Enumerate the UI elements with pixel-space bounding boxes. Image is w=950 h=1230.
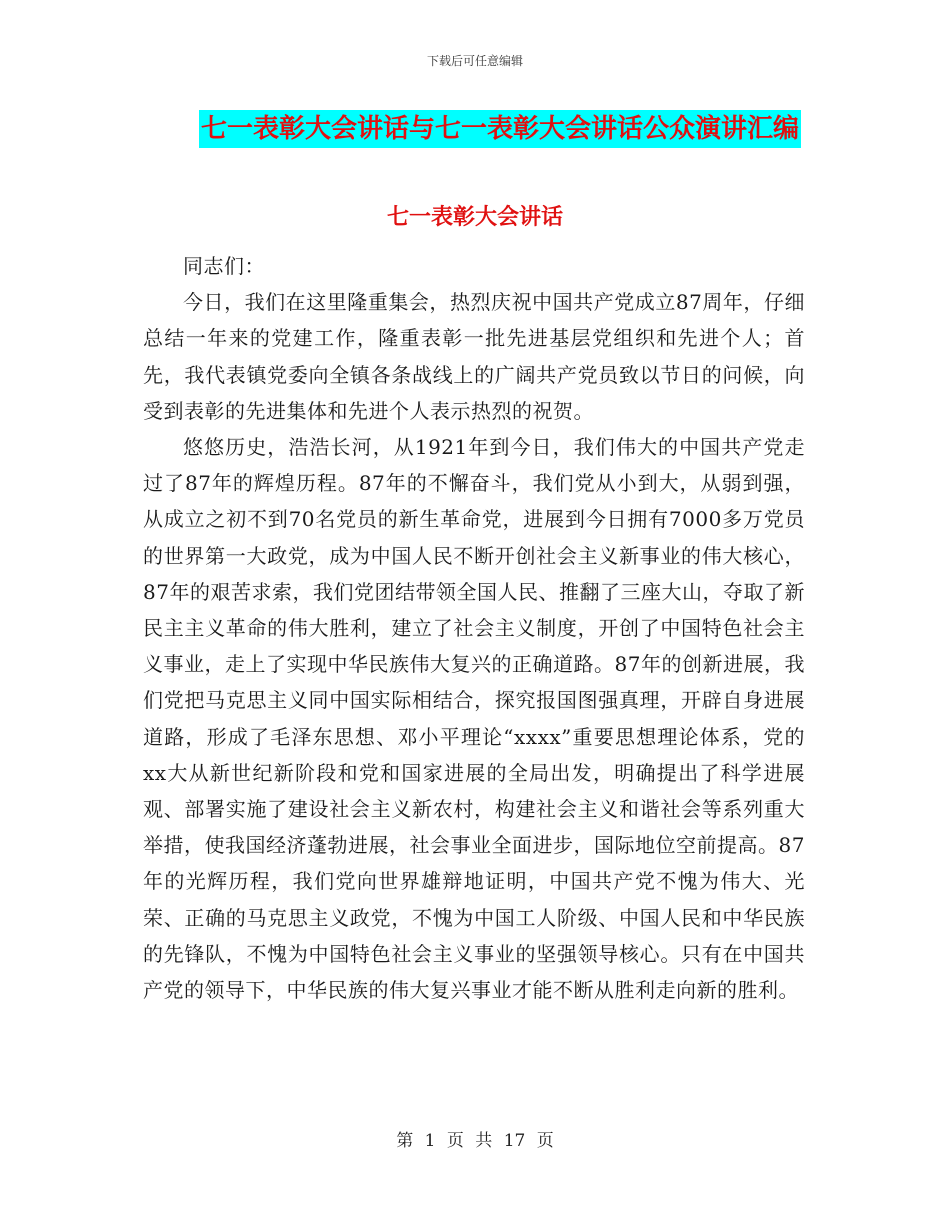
document-title: 七一表彰大会讲话与七一表彰大会讲话公众演讲汇编 xyxy=(199,110,801,148)
salutation-paragraph: 同志们： xyxy=(183,254,265,278)
body-paragraph: 悠悠历史，浩浩长河，从1921年到今日，我们伟大的中国共产党走过了87年的辉煌历程。87年的不懈奋斗，我们党从小到大，从弱到强，从成立之初不到70名党员的新生革命党，进展到今日拥有7000多万党员的世界第一大政党，成为中国人民不断开创社会主义新事业的伟大核心，87年的艰苦求索，我们党团结带领全国人民、推翻了三座大山，夺取了新民主主义革命的伟大胜利，建立了社会主义制度，开创了中国特色社会主义事业，走上了实现中华民族伟大复兴的正确道路。87年的创新进展，我们党把马克思主义同中国实际相结合，探究报国图强真理，开辟自身进展道路，形成了毛泽东思想、邓小平理论“xxxx”重要思想理论体系，党的xx大从新世纪新阶段和党和国家进展的全局出发，明确提出了科学进展观、部署实施了建设社会主义新农村，构建社会主义和谐社会等系列重大举措，使我国经济蓬勃进展，社会事业全面进步，国际地位空前提高。87年的光辉历程，我们党向世界雄辩地证明，中国共产党不愧为伟大、光荣、正确的马克思主义政党，不愧为中国工人阶级、中国人民和中华民族的先锋队，不愧为中国特色社会主义事业的坚强领导核心。只有在中国共产党的领导下，中华民族的伟大复兴事业才能不断从胜利走向新的胜利。 xyxy=(143,435,805,1003)
section-title: 七一表彰大会讲话 xyxy=(386,205,563,230)
document-title-container xyxy=(0,110,950,148)
document-body xyxy=(143,248,805,1008)
body-paragraph: 今日，我们在这里隆重集会，热烈庆祝中国共产党成立87周年，仔细总结一年来的党建工作，隆重表彰一批先进基层党组织和先进个人；首先，我代表镇党委向全镇各条战线上的广阔共产党员致以节日的问候，向受到表彰的先进集体和先进个人表示热烈的祝贺。 xyxy=(143,290,805,423)
page-header-note: 下载后可任意编辑 xyxy=(426,54,523,68)
page-number-footer: 第 1 页 共 17 页 xyxy=(396,1131,554,1151)
